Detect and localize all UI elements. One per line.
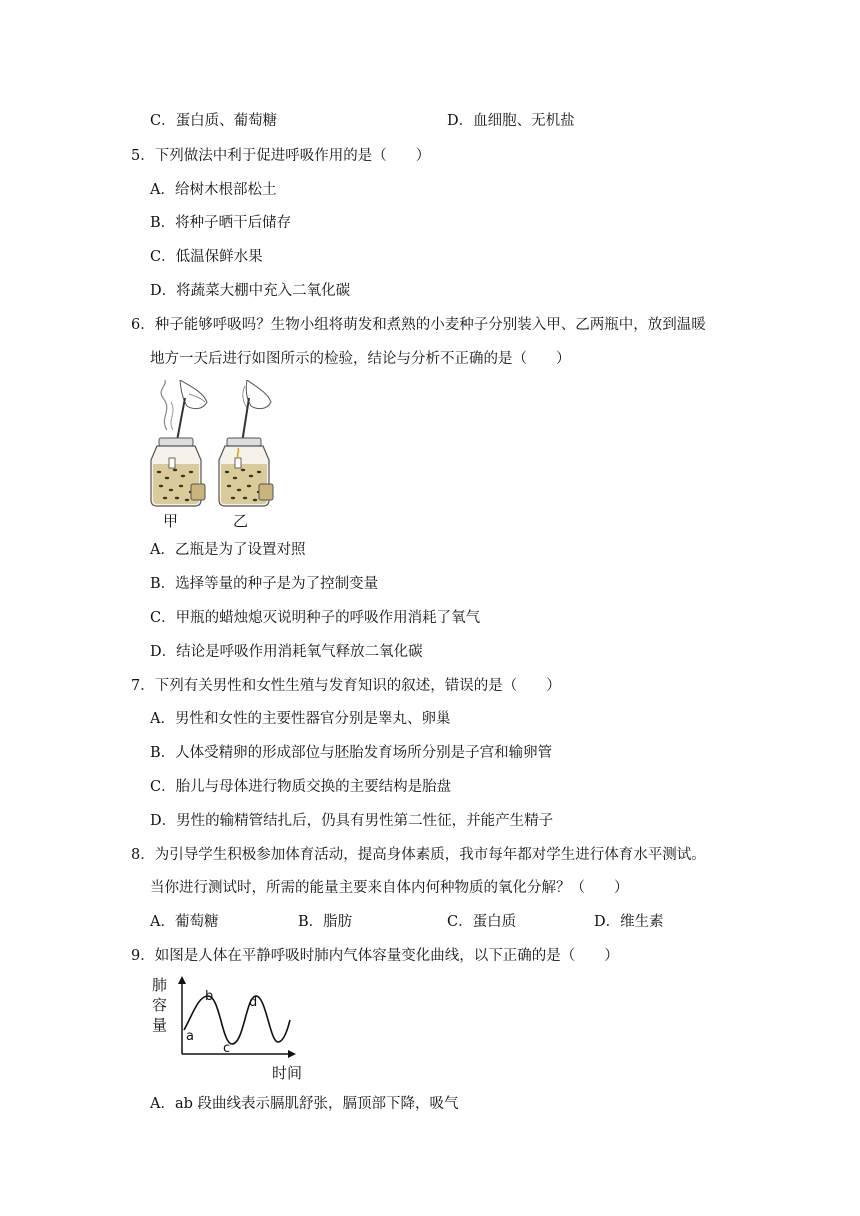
jar-label-jia: 甲 [163,512,179,530]
q5-option-a: A．给树木根部松土 [150,182,277,198]
q7-option-a: A．男性和女性的主要性器官分别是睾丸、卵巢 [150,711,451,727]
jar-label-yi: 乙 [233,512,249,530]
q8-option-a: A．葡萄糖 [150,914,219,930]
q6-option-d: D．结论是呼吸作用消耗氧气释放二氧化碳 [150,644,423,660]
q7-option-b: B．人体受精卵的形成部位与胚胎发育场所分别是子宫和输卵管 [150,745,553,761]
q9-stem: 9．如图是人体在平静呼吸时肺内气体容量变化曲线，以下正确的是（ ） [131,948,619,964]
seed-jar-illustration [145,380,285,530]
q5-option-c: C．低温保鲜水果 [150,249,263,265]
seed-jar-figure [145,380,285,530]
q6-option-a: A．乙瓶是为了设置对照 [150,542,306,558]
q9-option-a: A．ab 段曲线表示膈肌舒张，膈顶部下降，吸气 [150,1096,459,1112]
q5-stem: 5．下列做法中利于促进呼吸作用的是（ ） [131,148,431,164]
lung-volume-graph [148,972,303,1084]
q6-option-b: B．选择等量的种子是为了控制变量 [150,576,379,592]
q5-option-d: D．将蔬菜大棚中充入二氧化碳 [150,283,351,299]
x-axis-label: 时间 [272,1064,303,1082]
q8-option-b: B．脂肪 [298,914,353,930]
y-axis-label-char-2: 容 [152,996,168,1014]
q5-option-b: B．将种子晒干后储存 [150,215,292,231]
q7-option-c: C．胎儿与母体进行物质交换的主要结构是胎盘 [150,779,452,795]
q4-options-row [150,111,770,131]
point-b-label: b [205,989,214,1004]
point-c-label: c [223,1041,231,1056]
point-a-label: a [186,1029,194,1044]
q8-option-d: D．维生素 [594,914,664,930]
y-axis-arrow [178,976,186,984]
q6-stem-line2: 地方一天后进行如图所示的检验，结论与分析不正确的是（ ） [150,351,571,367]
q8-option-c: C．蛋白质 [447,914,517,930]
x-axis-arrow [288,1050,296,1058]
q7-stem: 7．下列有关男性和女性生殖与发育知识的叙述，错误的是（ ） [131,678,561,694]
point-d-label: d [249,995,258,1010]
q8-stem-line2: 当你进行测试时，所需的能量主要来自体内何种物质的氧化分解？（ ） [150,880,629,896]
y-axis-label-char-1: 肺 [152,976,168,994]
q8-stem-line1: 8．为引导学生积极参加体育活动，提高身体素质，我市每年都对学生进行体育水平测试。 [131,847,706,863]
q4-option-c: C．蛋白质、葡萄糖 [150,113,278,129]
lung-volume-svg [148,972,303,1084]
q4-option-d: D．血细胞、无机盐 [447,113,575,129]
q6-stem-line1: 6．种子能够呼吸吗？生物小组将萌发和煮熟的小麦种子分别装入甲、乙两瓶中，放到温暖 [131,317,706,333]
volume-curve [184,996,290,1044]
q8-options-row [150,912,750,932]
q6-option-c: C．甲瓶的蜡烛熄灭说明种子的呼吸作用消耗了氧气 [150,610,481,626]
q7-option-d: D．男性的输精管结扎后，仍具有男性第二性征，并能产生精子 [150,813,554,829]
y-axis-label-char-3: 量 [152,1016,168,1034]
